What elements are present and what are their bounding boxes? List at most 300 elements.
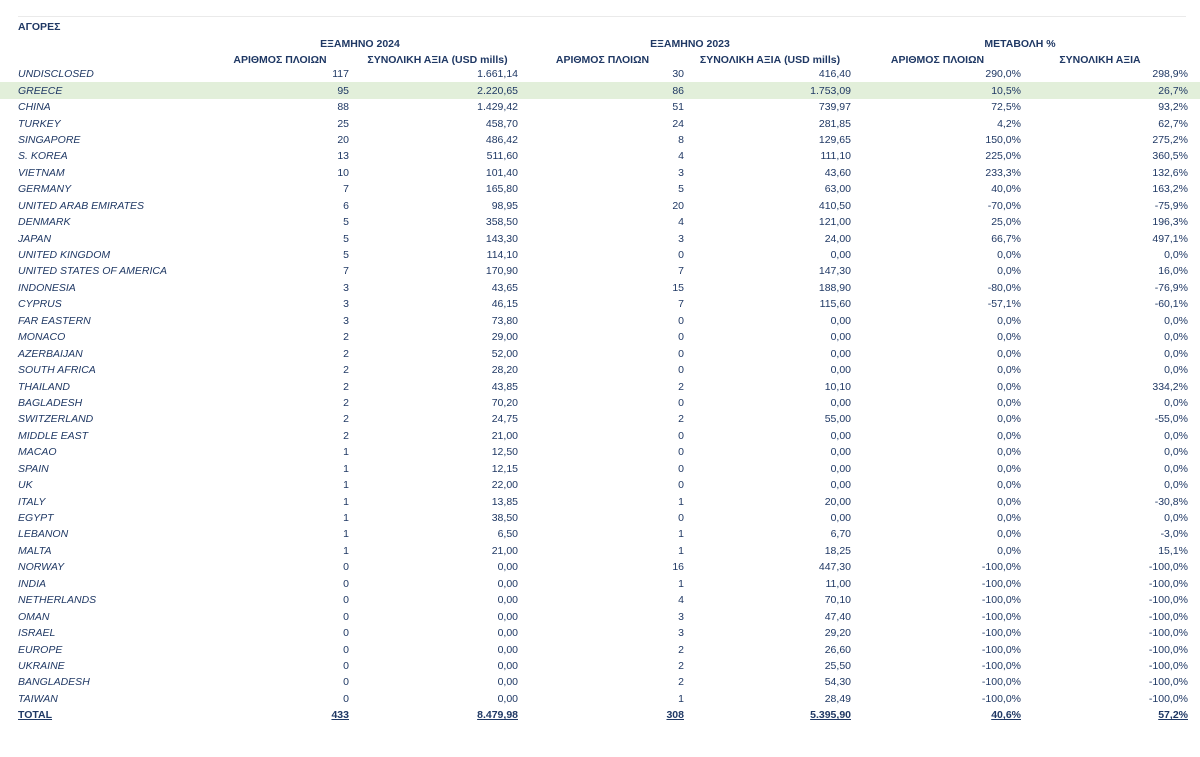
value-cell: 0,0% [1164,364,1188,377]
market-name-cell: THAILAND [18,380,70,393]
value-cell: 0 [678,396,684,409]
spacer-cell [1188,263,1200,279]
value-cell: 10,10 [824,380,851,393]
spacer-cell [1188,378,1200,394]
value-cell: 7 [343,183,349,196]
value-cell: 12,50 [491,446,518,459]
spacer-cell [1188,674,1200,690]
value-cell: 0 [678,479,684,492]
market-name-cell: SPAIN [18,462,49,475]
market-name-cell: TAIWAN [18,692,58,705]
value-cell: 281,85 [818,117,851,130]
value-cell: 0,0% [1164,396,1188,409]
value-cell: 0,0% [1164,446,1188,459]
col-header-value-2024: ΣΥΝΟΛΙΚΗ ΑΞΙΑ (USD mills) [367,54,508,66]
value-cell: 2 [343,331,349,344]
market-name-cell: INDONESIA [18,281,76,294]
value-cell: 0,0% [1164,429,1188,442]
value-cell: 57,2% [1158,709,1188,722]
market-name-cell: UK [18,479,33,492]
market-name-cell: ISRAEL [18,627,56,640]
value-cell: 225,0% [985,150,1021,163]
table-row [0,444,1200,460]
spacer-cell [1188,461,1200,477]
value-cell: 0 [678,331,684,344]
value-cell: 1 [678,495,684,508]
value-cell: 0 [343,659,349,672]
value-cell: 70,10 [824,594,851,607]
table-row [0,378,1200,394]
spacer-cell [1188,148,1200,164]
value-cell: 143,30 [485,232,518,245]
market-name-cell: BANGLADESH [18,676,90,689]
value-cell: 0 [678,462,684,475]
market-name-cell: INDIA [18,577,47,590]
value-cell: 0,0% [1164,347,1188,360]
value-cell: -100,0% [981,627,1021,640]
value-cell: 0 [343,643,349,656]
spacer-cell [1188,230,1200,246]
value-cell: 21,00 [491,544,518,557]
market-name-cell: JAPAN [18,232,52,245]
spacer-cell [1188,82,1200,98]
market-name-cell: NETHERLANDS [18,594,97,607]
table-row [0,165,1200,181]
value-cell: 163,2% [1152,183,1188,196]
value-cell: 88 [337,101,349,114]
value-cell: 0,0% [997,462,1021,475]
value-cell: 0,00 [497,627,518,640]
value-cell: 416,40 [818,68,851,81]
value-cell: 0,00 [497,594,518,607]
value-cell: 24,00 [824,232,851,245]
value-cell: 5 [343,232,349,245]
value-cell: 0,0% [997,396,1021,409]
value-cell: 0,00 [497,643,518,656]
value-cell: 40,0% [991,183,1021,196]
value-cell: 13 [337,150,349,163]
value-cell: 0,0% [1164,249,1188,262]
spacer-cell [1188,115,1200,131]
value-cell: 12,15 [491,462,518,475]
value-cell: -75,9% [1154,199,1188,212]
value-cell: 95 [200,82,349,98]
spacer-cell [1188,691,1200,707]
value-cell: 28,49 [824,692,851,705]
value-cell: 358,50 [485,216,518,229]
value-cell: 2 [678,659,684,672]
value-cell: 497,1% [1152,232,1188,245]
value-cell: 1 [678,544,684,557]
table-row [0,543,1200,559]
market-name-cell: VIETNAM [18,166,65,179]
value-cell: 73,80 [491,314,518,327]
value-cell: 0,00 [830,364,851,377]
group-header-change: ΜΕΤΑΒΟΛΗ % [984,38,1056,50]
value-cell: 0 [678,364,684,377]
value-cell: 66,7% [991,232,1021,245]
table-row [0,296,1200,312]
table-row [0,230,1200,246]
value-cell: -80,0% [987,281,1021,294]
col-header-ships-2023: ΑΡΙΘΜΟΣ ΠΛΟΙΩΝ [555,54,650,66]
table-row [0,395,1200,411]
value-cell: 24 [672,117,684,130]
market-name-cell: GERMANY [18,183,72,196]
spacer-cell [1188,329,1200,345]
table-row [0,674,1200,690]
table-row [0,641,1200,657]
market-name-cell: FAR EASTERN [18,314,91,327]
value-cell: 6,70 [830,528,851,541]
spacer-cell [1188,198,1200,214]
value-cell: -76,9% [1154,281,1188,294]
table-row [0,115,1200,131]
value-cell: 1 [678,528,684,541]
value-cell: -3,0% [1160,528,1188,541]
value-cell: 25,0% [991,216,1021,229]
value-cell: 6,50 [497,528,518,541]
value-cell: 26,60 [824,643,851,656]
value-cell: 72,5% [991,101,1021,114]
value-cell: 334,2% [1152,380,1188,393]
spacer-cell [1188,132,1200,148]
value-cell: 55,00 [824,413,851,426]
value-cell: 29,00 [491,331,518,344]
value-cell: 54,30 [824,676,851,689]
value-cell: -100,0% [1148,610,1188,623]
market-name-cell: ITALY [18,495,46,508]
market-name-cell: EUROPE [18,643,63,656]
value-cell: 0,00 [497,610,518,623]
value-cell: -60,1% [1154,298,1188,311]
value-cell: -100,0% [981,610,1021,623]
spacer-cell [1188,99,1200,115]
value-cell: 6 [343,199,349,212]
value-cell: 0 [343,692,349,705]
value-cell: 5 [678,183,684,196]
value-cell: 0,00 [830,462,851,475]
market-name-cell: MACAO [18,446,57,459]
value-cell: 2 [343,429,349,442]
value-cell: 0,0% [1164,331,1188,344]
spacer-cell [1188,707,1200,723]
table-row [0,247,1200,263]
table-row [0,526,1200,542]
value-cell: 63,00 [824,183,851,196]
value-cell: 0,00 [830,396,851,409]
spacer-cell [1188,559,1200,575]
value-cell: 3 [343,298,349,311]
value-cell: 16,0% [1158,265,1188,278]
value-cell: 2 [678,380,684,393]
value-cell: -100,0% [981,577,1021,590]
value-cell: 70,20 [491,396,518,409]
value-cell: 150,0% [985,133,1021,146]
spacer-cell [1188,280,1200,296]
value-cell: 0,0% [997,249,1021,262]
value-cell: 433 [331,709,349,722]
value-cell: 1.429,42 [477,101,518,114]
value-cell: -100,0% [981,561,1021,574]
group-header-2024: ΕΞΑΜΗΝΟ 2024 [320,38,400,50]
market-name-cell: TOTAL [18,709,53,722]
value-cell: 0,0% [997,528,1021,541]
value-cell: 16 [672,561,684,574]
value-cell: 0,0% [997,364,1021,377]
table-row [0,181,1200,197]
market-name-cell: NORWAY [18,561,65,574]
value-cell: 0,00 [830,347,851,360]
value-cell: -100,0% [1148,577,1188,590]
value-cell: 3 [678,166,684,179]
table-row [0,691,1200,707]
total-row [0,707,1200,723]
spacer-cell [1188,641,1200,657]
table-row [0,428,1200,444]
value-cell: 298,9% [1152,68,1188,81]
value-cell: 1.753,09 [684,82,851,98]
value-cell: 40,6% [991,709,1021,722]
value-cell: 0 [678,314,684,327]
table-row [0,329,1200,345]
value-cell: 5 [343,249,349,262]
spacer-cell [1188,247,1200,263]
value-cell: -100,0% [981,676,1021,689]
value-cell: 38,50 [491,512,518,525]
value-cell: 290,0% [985,68,1021,81]
table-row [0,132,1200,148]
value-cell: 3 [678,610,684,623]
value-cell: 4,2% [997,117,1021,130]
market-name-cell: AZERBAIJAN [18,347,83,360]
value-cell: -100,0% [981,659,1021,672]
table-row [0,559,1200,575]
value-cell: -100,0% [1148,659,1188,672]
sheet-title: ΑΓΟΡΕΣ [18,21,61,33]
value-cell: 3 [343,281,349,294]
value-cell: -100,0% [1148,561,1188,574]
value-cell: 0 [343,676,349,689]
value-cell: 2 [343,396,349,409]
table-row [0,345,1200,361]
value-cell: 0 [678,446,684,459]
value-cell: 7 [678,298,684,311]
value-cell: 1 [343,512,349,525]
value-cell: 447,30 [818,561,851,574]
market-name-cell: DENMARK [18,216,71,229]
value-cell: 3 [343,314,349,327]
value-cell: 0,0% [997,429,1021,442]
value-cell: 121,00 [818,216,851,229]
value-cell: 360,5% [1152,150,1188,163]
value-cell: -100,0% [1148,692,1188,705]
value-cell: 43,60 [824,166,851,179]
value-cell: 43,85 [491,380,518,393]
value-cell: 101,40 [485,166,518,179]
spacer-cell [1188,296,1200,312]
value-cell: 1 [678,692,684,705]
value-cell: 29,20 [824,627,851,640]
value-cell: 147,30 [818,265,851,278]
col-header-ships-2024: ΑΡΙΘΜΟΣ ΠΛΟΙΩΝ [233,54,327,66]
value-cell: 2 [343,413,349,426]
value-cell: 2 [343,364,349,377]
value-cell: 30 [672,68,684,81]
spacer-cell [1188,543,1200,559]
value-cell: 0 [678,249,684,262]
value-cell: 0 [343,610,349,623]
table-row [0,214,1200,230]
table-row [0,362,1200,378]
table-row [0,198,1200,214]
spacer-cell [1188,181,1200,197]
value-cell: -100,0% [1148,594,1188,607]
market-name-cell: MALTA [18,544,52,557]
value-cell: -100,0% [981,643,1021,656]
value-cell: -100,0% [981,692,1021,705]
spacer-cell [1188,576,1200,592]
table-row [0,66,1200,82]
value-cell: 0,00 [830,446,851,459]
value-cell: 15 [672,281,684,294]
value-cell: 22,00 [491,479,518,492]
spacer-cell [1188,625,1200,641]
value-cell: 0,0% [997,495,1021,508]
table-row [0,658,1200,674]
table-row [0,82,1200,98]
table-row [0,576,1200,592]
market-name-cell: MIDDLE EAST [18,429,89,442]
market-name-cell: LEBANON [18,528,69,541]
value-cell: 0,00 [497,577,518,590]
value-cell: 165,80 [485,183,518,196]
spacer-cell [1188,477,1200,493]
market-name-cell: SINGAPORE [18,133,81,146]
value-cell: 15,1% [1158,544,1188,557]
value-cell: 0,00 [830,512,851,525]
value-cell: 3 [678,627,684,640]
table-row [0,148,1200,164]
value-cell: 4 [678,150,684,163]
value-cell: 52,00 [491,347,518,360]
table-row [0,625,1200,641]
value-cell: -55,0% [1154,413,1188,426]
value-cell: 0,0% [1164,479,1188,492]
value-cell: 0 [678,512,684,525]
value-cell: 5 [343,216,349,229]
value-cell: 20 [672,199,684,212]
value-cell: 117 [332,68,349,81]
value-cell: 114,10 [486,249,518,262]
market-name-cell: MONACO [18,331,66,344]
value-cell: 98,95 [491,199,518,212]
table-row [0,99,1200,115]
table-row [0,313,1200,329]
value-cell: 458,70 [485,117,518,130]
value-cell: 20 [337,133,349,146]
spacer-cell [1188,658,1200,674]
market-name-cell: UNITED KINGDOM [18,249,111,262]
value-cell: 0,0% [1164,314,1188,327]
value-cell: 410,50 [818,199,851,212]
value-cell: 25,50 [824,659,851,672]
market-name-cell: UNITED ARAB EMIRATES [18,199,145,212]
value-cell: 0,0% [997,314,1021,327]
spacer-cell [1188,526,1200,542]
value-cell: 0 [343,577,349,590]
market-name-cell: EGYPT [18,512,54,525]
value-cell: 20,00 [824,495,851,508]
spacer-cell [1188,444,1200,460]
spacer-cell [1188,165,1200,181]
spacer-cell [1188,428,1200,444]
spacer-cell [1188,493,1200,509]
value-cell: 0,0% [1164,462,1188,475]
table-row [0,510,1200,526]
value-cell: 0 [678,347,684,360]
value-cell: 0 [343,561,349,574]
value-cell: 1 [343,544,349,557]
value-cell: 1 [343,479,349,492]
value-cell: 10,5% [851,82,1021,98]
value-cell: -100,0% [1148,627,1188,640]
value-cell: 7 [343,265,349,278]
value-cell: 2 [343,347,349,360]
value-cell: 13,85 [491,495,518,508]
value-cell: 2.220,65 [349,82,518,98]
value-cell: 28,20 [491,364,518,377]
value-cell: -57,1% [987,298,1021,311]
spacer-cell [1188,345,1200,361]
value-cell: 0,00 [830,249,851,262]
col-header-value-2023: ΣΥΝΟΛΙΚΗ ΑΞΙΑ (USD mills) [699,54,841,66]
value-cell: 4 [678,594,684,607]
value-cell: 0 [343,594,349,607]
value-cell: 18,25 [824,544,851,557]
table-row [0,493,1200,509]
value-cell: 132,6% [1152,166,1188,179]
value-cell: 2 [678,676,684,689]
market-name-cell: CHINA [18,101,51,114]
market-name-cell: UKRAINE [18,659,65,672]
table-row [0,280,1200,296]
value-cell: 0,0% [997,512,1021,525]
value-cell: 7 [678,265,684,278]
value-cell: 739,97 [818,101,851,114]
value-cell: 0,00 [497,659,518,672]
value-cell: 0,00 [830,314,851,327]
value-cell: 0,0% [997,413,1021,426]
spacer-cell [1188,592,1200,608]
value-cell: -30,8% [1154,495,1188,508]
market-name-cell: CYPRUS [18,298,62,311]
value-cell: 21,00 [491,429,518,442]
value-cell: -100,0% [1148,676,1188,689]
value-cell: 486,42 [485,133,518,146]
value-cell: 0,00 [830,331,851,344]
spacer-cell [1188,395,1200,411]
value-cell: 275,2% [1152,133,1188,146]
top-divider [18,16,1186,17]
market-name-cell: UNITED STATES OF AMERICA [18,265,167,278]
value-cell: 0,00 [830,479,851,492]
value-cell: 1 [678,577,684,590]
value-cell: 0,00 [497,676,518,689]
market-name-cell: SOUTH AFRICA [18,364,96,377]
value-cell: 170,90 [485,265,518,278]
spacer-cell [1188,214,1200,230]
